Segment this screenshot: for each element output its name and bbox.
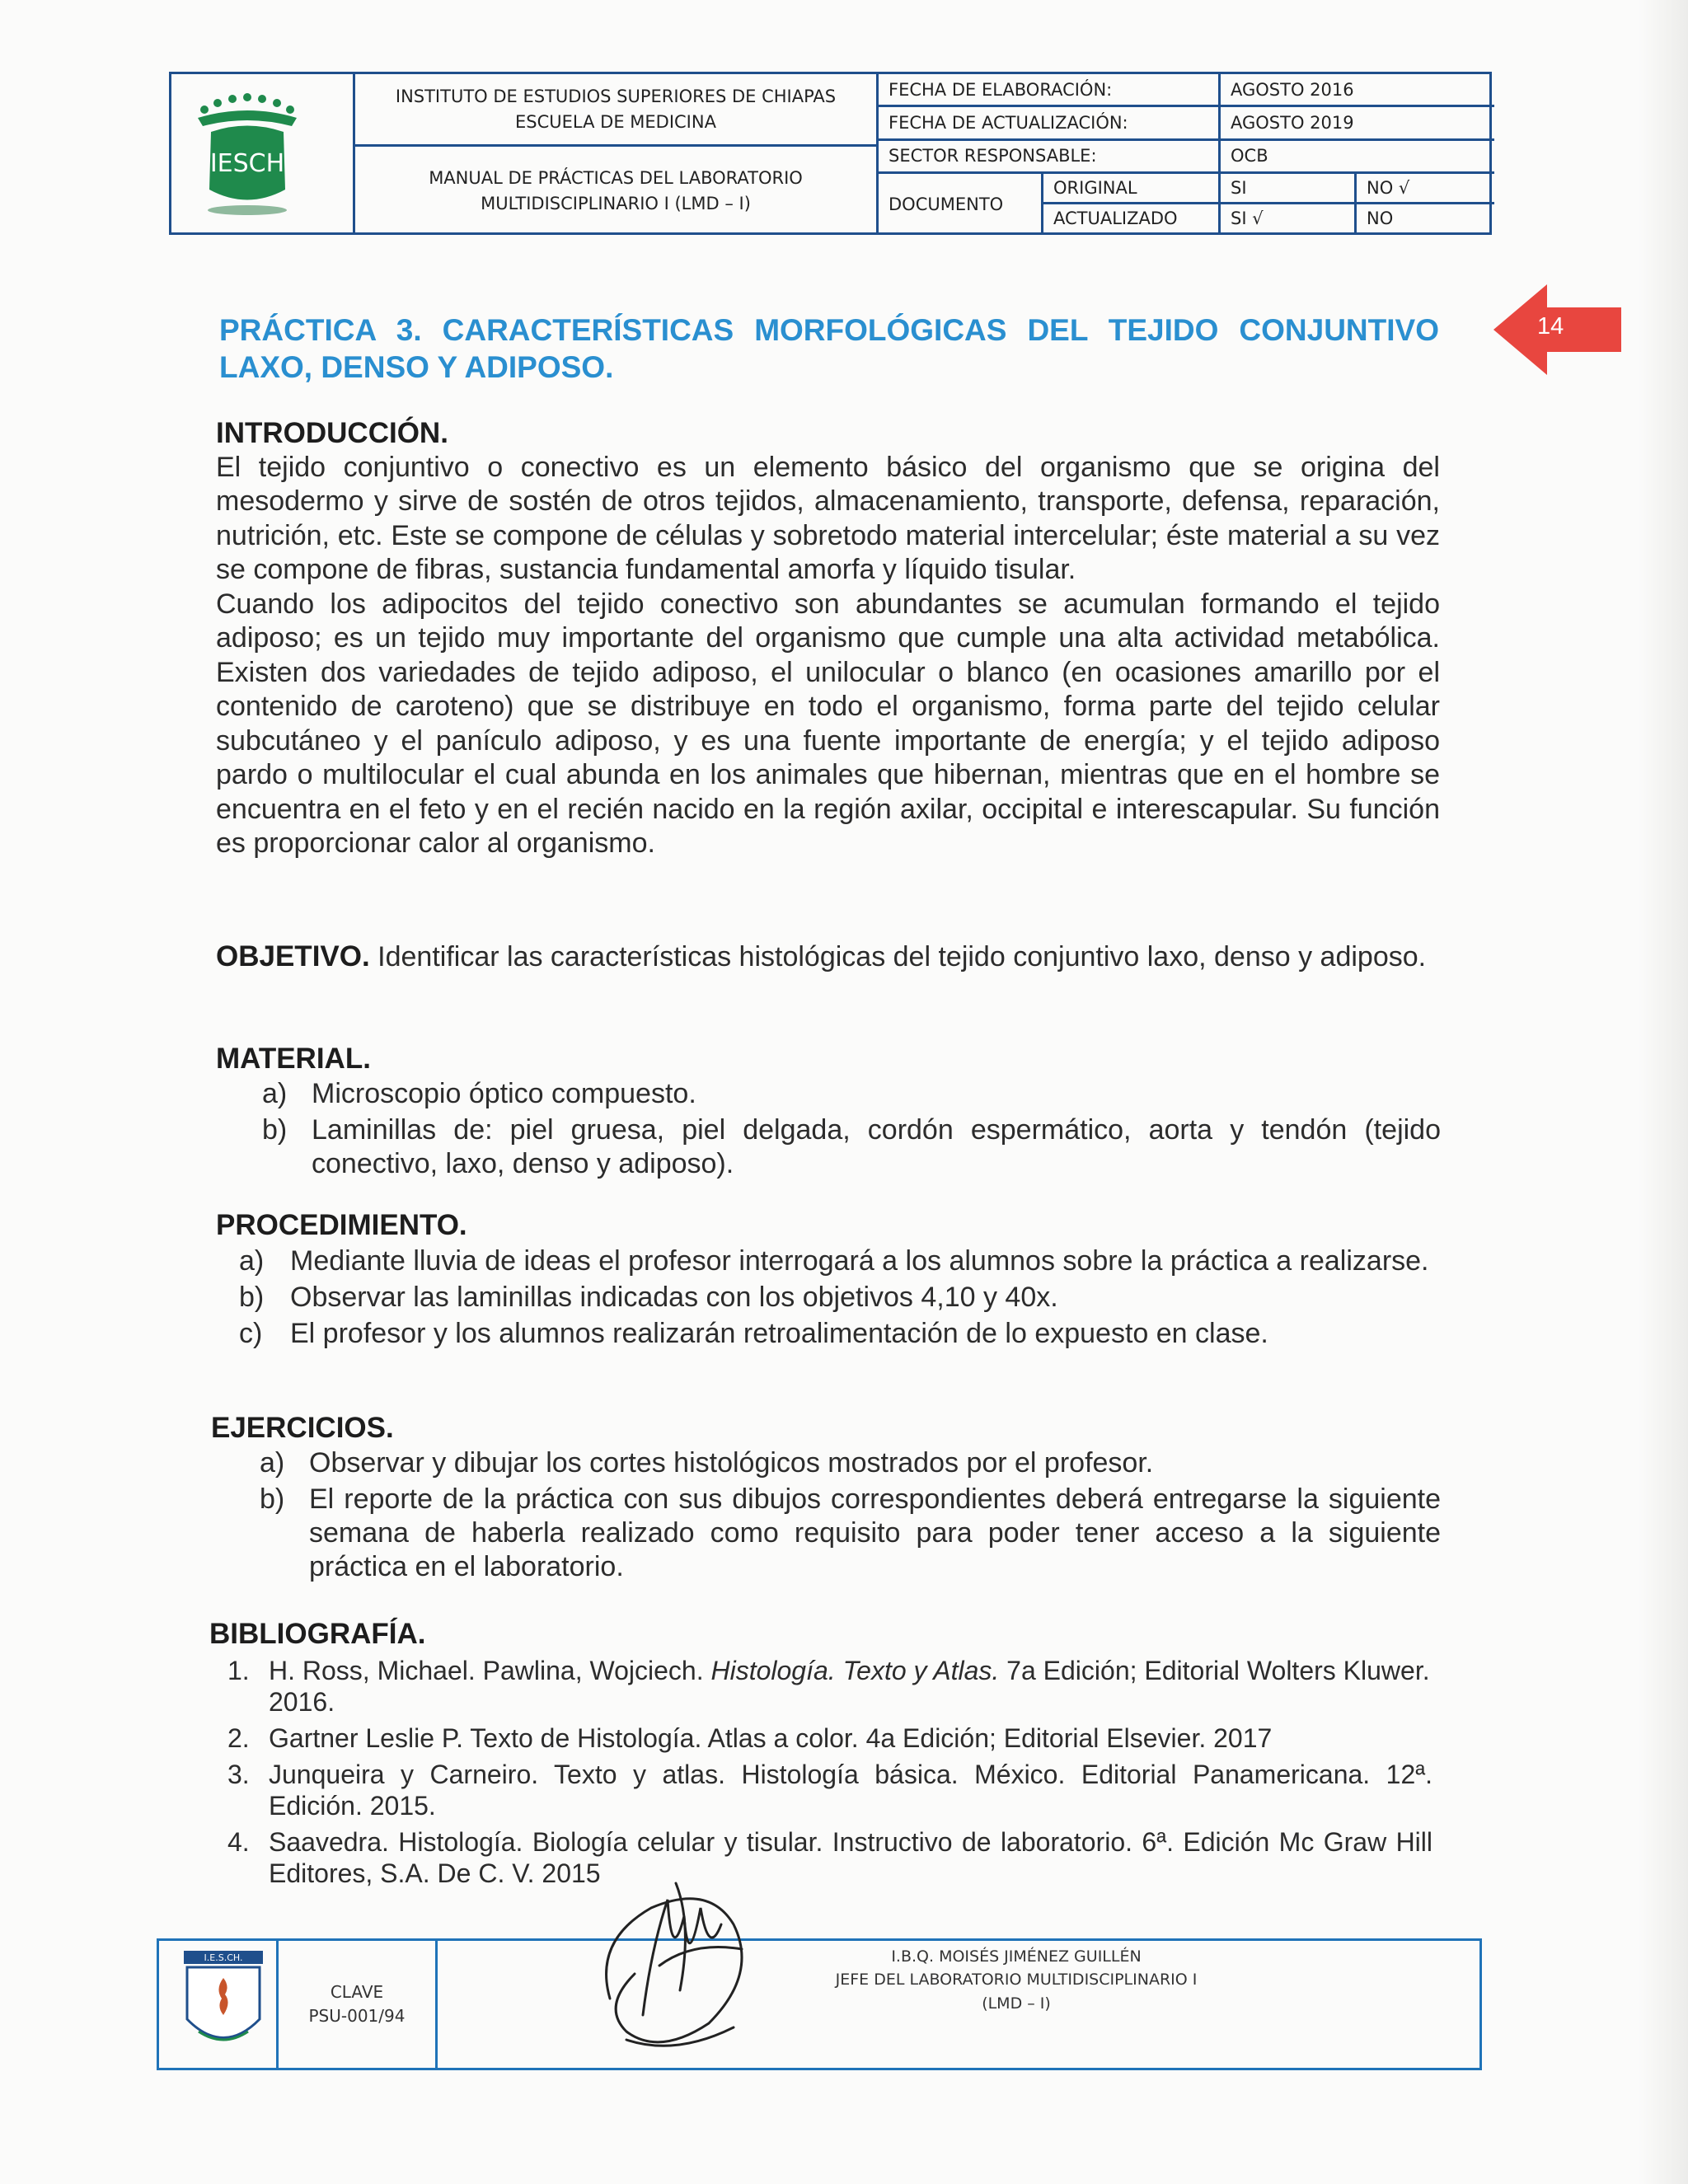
school-name: ESCUELA DE MEDICINA — [515, 111, 716, 132]
exercises-list — [260, 1446, 1441, 1586]
signer-lab: (LMD – I) — [982, 1994, 1051, 2013]
material-list — [262, 1077, 1441, 1183]
introduction-paragraph-1: El tejido conjuntivo o conectivo es un elemento básico del organismo que se origina del mesodermo y sirve de sostén de otros tejidos, almacenamiento, transporte, defensa, reparación, nutrición, etc. Este se compone de células y sobretodo material intercelular; éste material a su vez se compone de fibras, sustancia fundamental amorfa y líquido tisular. — [216, 451, 1440, 585]
clave-label: CLAVE — [330, 1982, 384, 2002]
iesch-logo — [188, 87, 307, 223]
exercises-heading-block — [211, 1411, 1435, 1446]
document-header-table — [169, 72, 1492, 235]
introduction-paragraph-2: Cuando los adipocitos del tejido conectivo son abundantes se acumulan formando el tejido adiposo; es un tejido muy importante del organismo que cumple una alta actividad metabólica. Existen dos variedades de tejido adiposo, el unilocular o blanco (en ocasiones amarillo por el contenido de caroteno) que se distribuye en todo el organismo, forma parte del tejido celular subcutáneo y el panículo adiposo, y es una fuente importante de energía; y el tejido adiposo pardo o multilocular el cual abunda en los animales que hibernan, mientras que en el hombre se encuentra en el feto y en el recién nacido en la región axilar, occipital e interescapular. Su función es proporcionar calor al organismo. — [216, 588, 1440, 859]
list-item: b) El reporte de la práctica con sus dibujos correspondientes deberá entregarse la siguiente semana de haberla realizado como requisito para poder tener acceso a la siguiente práctica en el laboratorio. — [260, 1483, 1441, 1582]
exercises-heading: EJERCICIOS. — [211, 1412, 394, 1444]
list-item: 1. H. Ross, Michael. Pawlina, Wojciech. Histología. Texto y Atlas. 7a Edición; Editorial Wolters Kluwer. 2016. — [227, 1656, 1430, 1717]
fecha-elaboracion-value: AGOSTO 2016 — [1231, 80, 1354, 100]
institution-block — [355, 74, 876, 144]
sector-responsable-value: OCB — [1231, 146, 1268, 166]
original-no-checked: NO √ — [1367, 178, 1410, 198]
svg-text:I.E.S.CH.: I.E.S.CH. — [204, 1952, 243, 1963]
list-item: a) Mediante lluvia de ideas el profesor interrogará a los alumnos sobre la práctica a realizarse. — [239, 1245, 1429, 1277]
list-item: a) Observar y dibujar los cortes histológicos mostrados por el profesor. — [260, 1447, 1154, 1479]
clave-value: PSU-001/94 — [308, 2006, 406, 2026]
bibliography-heading-block — [209, 1617, 1433, 1652]
manual-title-block — [355, 147, 876, 235]
signer-block — [769, 1941, 1264, 2019]
signer-title: JEFE DEL LABORATORIO MULTIDISCIPLINARIO I — [835, 1971, 1198, 1990]
practice-title: PRÁCTICA 3. CARACTERÍSTICAS MORFOLÓGICAS DEL TEJIDO CONJUNTIVO LAXO, DENSO Y ADIPOSO. — [219, 313, 1439, 385]
list-item: b) Observar las laminillas indicadas con los objetivos 4,10 y 40x. — [239, 1282, 1058, 1313]
material-heading: MATERIAL. — [216, 1043, 371, 1075]
actualizado-no: NO — [1367, 209, 1394, 228]
list-item: 3. Junqueira y Carneiro. Texto y atlas. Histología básica. México. Editorial Panamericana. 12ª. Edición. 2015. — [227, 1760, 1432, 1821]
fecha-actualizacion-value: AGOSTO 2019 — [1231, 113, 1354, 133]
objective-section — [216, 940, 1440, 975]
actualizado-si-checked: SI √ — [1231, 209, 1264, 228]
bibliography-heading: BIBLIOGRAFÍA. — [209, 1618, 426, 1650]
list-item: 4. Saavedra. Histología. Biología celular y tisular. Instructivo de laboratorio. 6ª. Edición Mc Graw Hill Editores, S.A. De C. V. 2015 — [227, 1827, 1432, 1888]
manual-title-line1: MANUAL DE PRÁCTICAS DEL LABORATORIO — [429, 168, 803, 189]
procedure-list — [239, 1244, 1441, 1353]
svg-text:IESCH: IESCH — [209, 149, 285, 178]
documento-label: DOCUMENTO — [889, 194, 1004, 214]
list-item: c) El profesor y los alumnos realizarán retroalimentación de lo expuesto en clase. — [239, 1318, 1268, 1349]
page-edge-shadow — [1639, 0, 1688, 2184]
material-heading-block — [216, 1042, 1440, 1076]
bibliography-list — [227, 1655, 1432, 1891]
introduction-heading: INTRODUCCIÓN. — [216, 417, 448, 449]
clave-block — [279, 1941, 435, 2068]
objective-text: Identificar las características histológicas del tejido conjuntivo laxo, denso y adiposo. — [369, 941, 1427, 972]
introduction-section — [216, 416, 1440, 861]
list-item: a) Microscopio óptico compuesto. — [262, 1078, 696, 1109]
institution-name: INSTITUTO DE ESTUDIOS SUPERIORES DE CHIAPAS — [395, 87, 837, 107]
manual-title-line2: MULTIDISCIPLINARIO I (LMD – I) — [481, 193, 751, 213]
signer-name: I.B.Q. MOISÉS JIMÉNEZ GUILLÉN — [891, 1947, 1142, 1966]
sector-responsable-label: SECTOR RESPONSABLE: — [889, 146, 1097, 166]
fecha-actualizacion-label: FECHA DE ACTUALIZACIÓN: — [889, 113, 1128, 133]
actualizado-label: ACTUALIZADO — [1053, 209, 1178, 228]
objective-heading: OBJETIVO. — [216, 940, 370, 972]
list-item: b) Laminillas de: piel gruesa, piel delgada, cordón espermático, aorta y tendón (tejido conectivo, laxo, denso y adiposo). — [262, 1114, 1441, 1179]
procedure-heading: PROCEDIMIENTO. — [216, 1209, 467, 1241]
iesch-seal-logo — [182, 1949, 265, 2060]
fecha-elaboracion-label: FECHA DE ELABORACIÓN: — [889, 80, 1113, 100]
page-number: 14 — [1537, 313, 1564, 340]
document-footer-table — [157, 1938, 1482, 2070]
original-si: SI — [1231, 178, 1247, 198]
original-label: ORIGINAL — [1053, 178, 1137, 198]
handwritten-signature — [577, 1850, 791, 2064]
procedure-heading-block — [216, 1208, 1440, 1243]
list-item: 2. Gartner Leslie P. Texto de Histología. Atlas a color. 4a Edición; Editorial Elsevier. 2017 — [227, 1723, 1273, 1753]
